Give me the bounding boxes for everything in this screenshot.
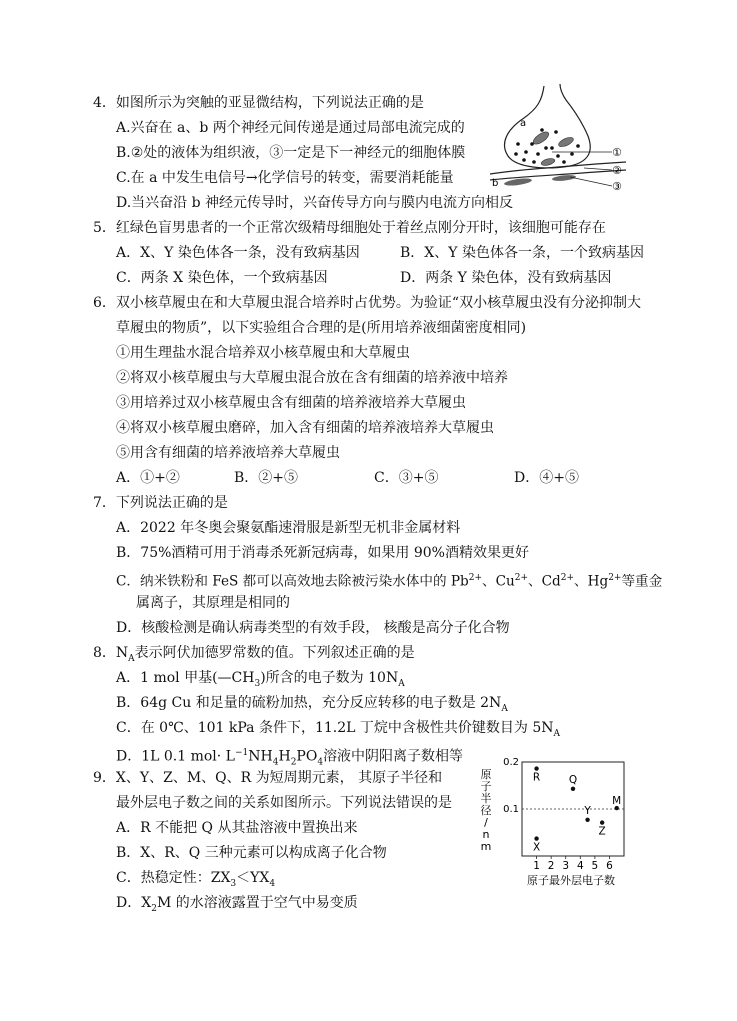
q6-stem-line2: 草履虫的物质”，以下实验组合合理的是(所用培养液细菌密度相同)	[116, 320, 527, 336]
q7-stem: 7．下列说法正确的是	[93, 495, 228, 511]
point-x	[534, 836, 538, 840]
q9-option-d: D．$X_2M$ 的水溶液露置于空气中易变质	[116, 895, 358, 914]
q4-option-c: C.在 a 中发生电信号→化学信号的转变，需要消耗能量	[116, 170, 454, 186]
point-y	[585, 818, 589, 822]
q6-stem-line1: 6．双小核草履虫在和大草履虫混合培养时占优势。为验证“双小核草履虫没有分泌抑制大	[93, 295, 642, 311]
q6-item-4: ④将双小核草履虫磨碎，加入含有细菌的培养液培养大草履虫	[116, 420, 494, 436]
point-label-r: R	[532, 771, 541, 784]
point-label-m: M	[612, 795, 622, 808]
point-z	[600, 820, 604, 824]
q6-item-3: ③用培养过双小核草履虫含有细菌的培养液培养大草履虫	[116, 395, 466, 411]
synapse-diagram	[486, 82, 636, 197]
label-b: b	[492, 178, 499, 189]
q9-option-b: B．X、R、Q 三种元素可以构成离子化合物	[116, 845, 387, 861]
label-a: a	[520, 118, 527, 129]
mark-1: ①	[612, 146, 622, 159]
q8-option-c: C．在 0℃、101 kPa 条件下，11.2L 丁烷中含极性共价键数目为 $5N_A$	[116, 720, 560, 739]
x-tick-label: 4	[576, 860, 584, 872]
q9-option-c: C．热稳定性：$ZX_3<YX_4$	[116, 870, 276, 889]
point-label-q: Q	[568, 773, 578, 786]
y-tick-label: 0.1	[503, 804, 519, 815]
q7-option-a: A．2022 年冬奥会聚氨酯速滑服是新型无机非金属材料	[116, 520, 461, 536]
q9-stem-line1: 9．X、Y、Z、M、Q、R 为短周期元素， 其原子半径和	[93, 770, 443, 786]
x-axis-label: 原子最外层电子数	[527, 874, 615, 887]
q5-option-a: A．X、Y 染色体各一条，没有致病基因	[116, 245, 360, 261]
y-tick-label: 0.2	[503, 757, 519, 768]
radius-chart	[472, 752, 632, 888]
q5-option-c: C．两条 X 染色体，一个致病基因	[116, 270, 328, 286]
q6-option-c: C．③+⑤	[374, 470, 439, 486]
q6-item-1: ①用生理盐水混合培养双小核草履虫和大草履虫	[116, 345, 410, 361]
q5-option-b: B．X、Y 染色体各一条，一个致病基因	[400, 245, 644, 261]
q5-option-d: D．两条 Y 染色体，没有致病基因	[400, 270, 612, 286]
y-axis-label: 原子半径/ n m	[480, 768, 492, 853]
q8-stem: 8．$N_A$表示阿伏加德罗常数的值。下列叙述正确的是	[93, 645, 415, 664]
q6-item-2: ②将双小核草履虫与大草履虫混合放在含有细菌的培养液中培养	[116, 370, 508, 386]
q4-option-a: A.兴奋在 a、b 两个神经元间传递是通过局部电流完成的	[116, 120, 465, 136]
q4-option-d: D.当兴奋沿 b 神经元传导时，兴奋传导方向与膜内电流方向相反	[116, 195, 514, 211]
q7-option-c: C．纳米铁粉和 FeS 都可以高效地去除被污染水体中的 $Pb^{2+}$、$Cu^{2+}$、$Cd^{2+}$、$Hg^{2+}$等重金	[116, 573, 663, 590]
x-tick-label: 6	[606, 860, 613, 872]
q8-option-a: A．1 mol 甲基$(—CH_3)$所含的电子数为 $10N_A$	[116, 670, 405, 689]
q8-option-b: B．64g Cu 和足量的硫粉加热，充分反应转移的电子数是 $2N_A$	[116, 695, 508, 714]
x-tick-label: 1	[533, 860, 540, 872]
x-tick-label: 2	[547, 860, 555, 872]
x-tick-label: 5	[591, 860, 599, 872]
point-r	[534, 766, 538, 770]
q5-stem: 5．红绿色盲男患者的一个正常次级精母细胞处于着丝点刚分开时，该细胞可能存在	[93, 220, 606, 236]
q8-option-d: D．1L 0.1 $mol\cdot L^{-1}NH_4H_2PO_4$溶液中阴阳离子数相等	[116, 748, 464, 768]
q6-option-a: A．①+②	[116, 470, 180, 486]
q4-stem: 4．如图所示为突触的亚显微结构，下列说法正确的是	[93, 95, 424, 111]
point-q	[571, 787, 575, 791]
x-tick-label: 3	[562, 860, 570, 872]
mark-3: ③	[612, 180, 622, 193]
q4-option-b: B.②处的液体为组织液，③一定是下一神经元的细胞体膜	[116, 145, 466, 161]
q6-option-b: B．②+⑤	[234, 470, 299, 486]
q9-option-a: A．R 不能把 Q 从其盐溶液中置换出来	[116, 820, 358, 836]
q7-option-d: D．核酸检测是确认病毒类型的有效手段， 核酸是高分子化合物	[116, 620, 510, 636]
q7-option-c-cont: 属离子，其原理是相同的	[136, 595, 290, 611]
point-label-x: X	[532, 841, 541, 854]
q9-stem-line2: 最外层电子数之间的关系如图所示。下列说法错误的是	[116, 795, 452, 811]
point-label-y: Y	[584, 804, 591, 817]
point-label-z: Z	[598, 825, 606, 838]
q7-option-b: B．75%酒精可用于消毒杀死新冠病毒，如果用 90%酒精效果更好	[116, 545, 529, 561]
q6-item-5: ⑤用含有细菌的培养液培养大草履虫	[116, 445, 340, 461]
q6-option-d: D．④+⑤	[514, 470, 579, 486]
mark-2: ②	[612, 164, 622, 177]
